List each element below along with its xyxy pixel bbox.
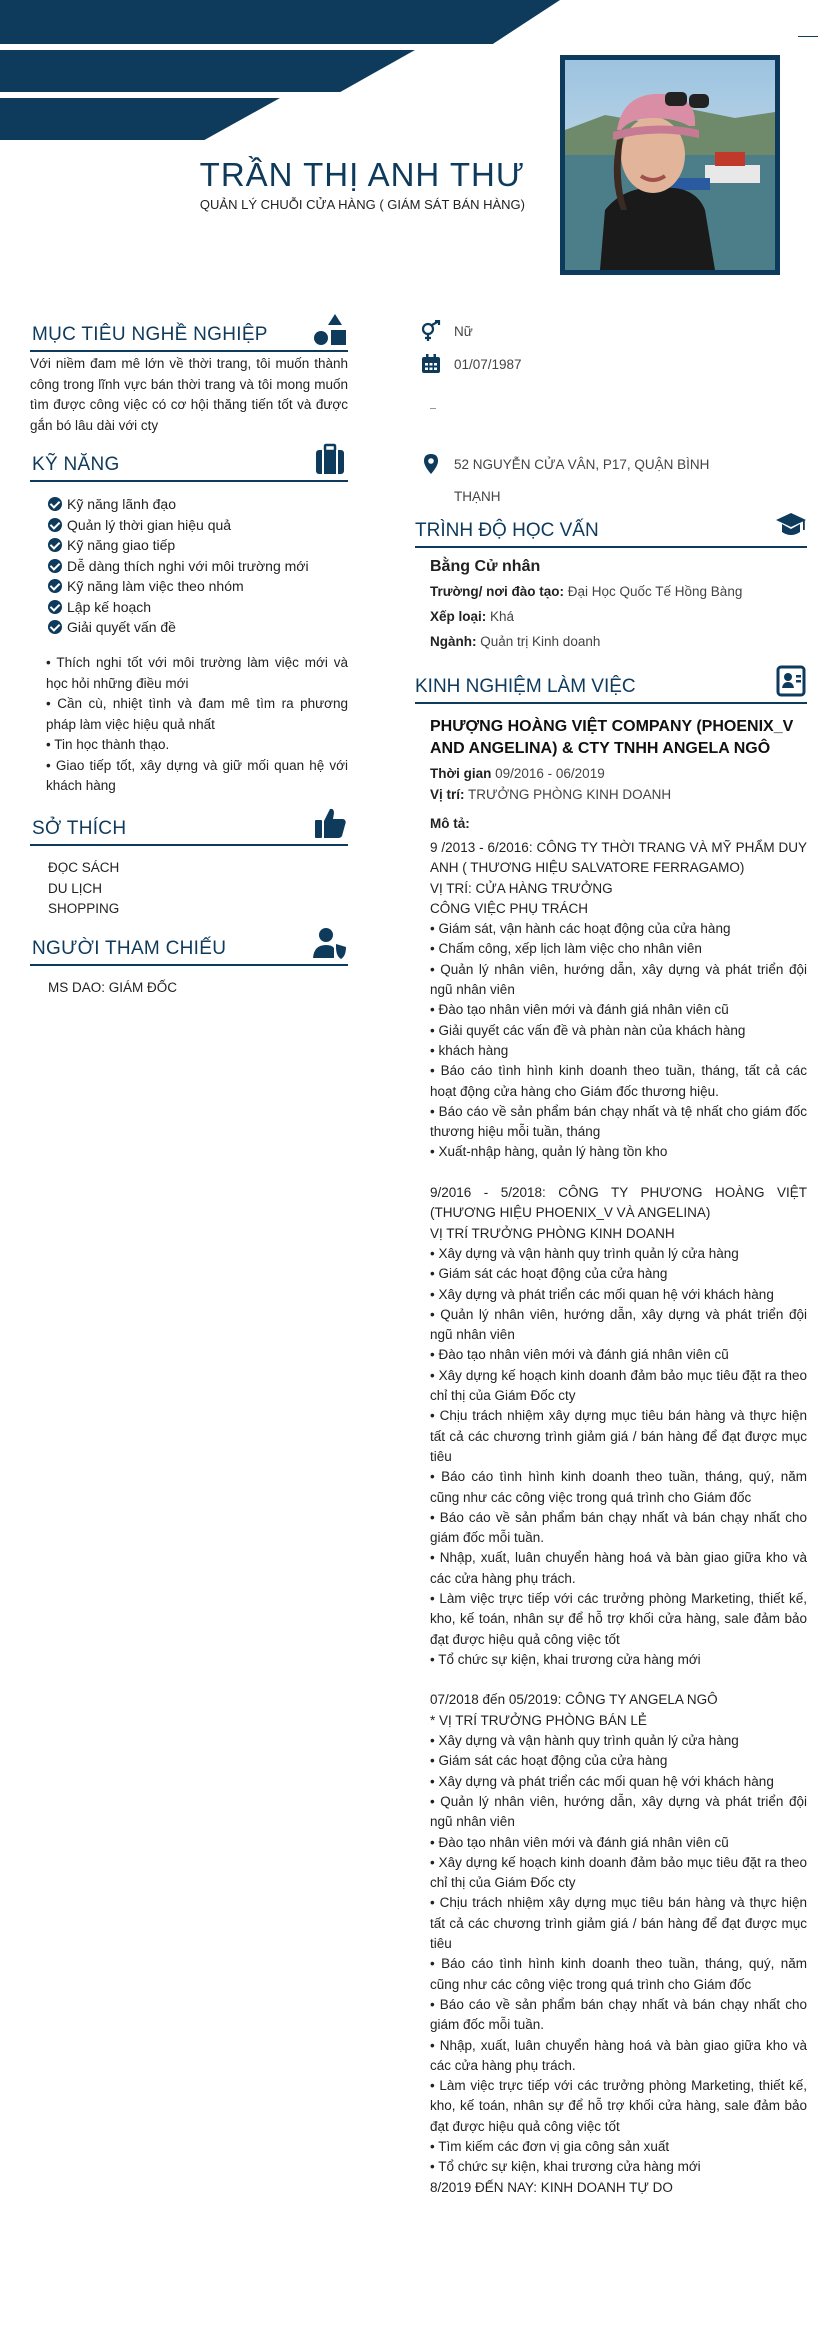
description-label-row: Mô tả: bbox=[430, 816, 470, 831]
check-icon bbox=[48, 620, 62, 634]
rank-row: Xếp loại: Khá bbox=[430, 609, 515, 624]
major-value: Quản trị Kinh doanh bbox=[480, 634, 601, 649]
education-heading: TRÌNH ĐỘ HỌC VẤN bbox=[415, 520, 599, 541]
school-value: Đại Học Quốc Tế Hồng Bàng bbox=[567, 584, 743, 599]
list-item: Kỹ năng giao tiếp bbox=[48, 535, 309, 556]
references-list bbox=[48, 978, 177, 999]
list-item: SHOPPING bbox=[48, 901, 120, 916]
position-row: Vị trí: TRƯỞNG PHÒNG KINH DOANH bbox=[430, 787, 672, 802]
header-stripe-top bbox=[0, 0, 560, 44]
check-icon bbox=[48, 579, 62, 593]
school-row: Trường/ nơi đào tạo: Đại Học Quốc Tế Hồng Bàng bbox=[430, 584, 743, 599]
skills-notes: • Thích nghi tốt với môi trường làm việc mới và học hỏi những điều mới • Cần cù, nhiệt tình và đam mê tìm ra phương pháp làm việc hiệu quả nhất • Tin học thành thạo. • Giao tiếp tốt, xây dựng và giữ mối quan hệ với khách hàng bbox=[46, 655, 348, 793]
check-icon bbox=[48, 518, 62, 532]
references-heading: NGƯỜI THAM CHIẾU bbox=[32, 938, 227, 959]
check-icon bbox=[48, 600, 62, 614]
company-name: PHƯỢNG HOÀNG VIỆT COMPANY (PHOENIX_V AND ANGELINA) & CTY TNHH ANGELA NGÔ bbox=[430, 718, 794, 757]
corner-divider bbox=[798, 36, 818, 37]
objective-heading: MỤC TIÊU NGHỀ NGHIỆP bbox=[32, 324, 268, 345]
experience-heading: KINH NGHIỆM LÀM VIỆC bbox=[415, 676, 636, 697]
candidate-name: TRẦN THỊ ANH THƯ bbox=[199, 156, 525, 193]
experience-section-header bbox=[415, 668, 807, 704]
references-section-header bbox=[30, 930, 348, 966]
degree: Bằng Cử nhân bbox=[430, 558, 541, 575]
job-entry bbox=[430, 716, 807, 834]
hobbies-section-header bbox=[30, 810, 348, 846]
user-shield-icon bbox=[312, 926, 348, 960]
check-icon bbox=[48, 497, 62, 511]
portrait-image bbox=[565, 60, 775, 270]
location-icon bbox=[420, 453, 442, 475]
thumbs-up-icon bbox=[312, 806, 348, 840]
check-icon bbox=[48, 559, 62, 573]
list-item: Quản lý thời gian hiệu quả bbox=[48, 515, 309, 536]
education-section-header bbox=[415, 512, 807, 548]
objective-section-header bbox=[30, 316, 348, 352]
rank-value: Khá bbox=[490, 609, 515, 624]
header-stripe-bottom bbox=[0, 98, 280, 140]
skills-heading: KỸ NĂNG bbox=[32, 454, 120, 475]
list-item: Giải quyết vấn đề bbox=[48, 617, 309, 638]
list-item: Kỹ năng làm việc theo nhóm bbox=[48, 576, 309, 597]
hobbies-heading: SỞ THÍCH bbox=[32, 818, 127, 839]
period-value: 09/2016 - 06/2019 bbox=[495, 766, 605, 781]
position-value: TRƯỞNG PHÒNG KINH DOANH bbox=[468, 787, 672, 802]
skills-list bbox=[48, 494, 309, 638]
id-card-icon bbox=[775, 664, 807, 698]
profile-photo bbox=[560, 55, 780, 275]
major-row: Ngành: Quản trị Kinh doanh bbox=[430, 634, 601, 649]
header-stripe-middle bbox=[0, 50, 415, 92]
objective-text: Với niềm đam mê lớn về thời trang, tôi muốn thành công trong lĩnh vực bán thời trang và tôi mong muốn tìm được công việc có cơ hội thăng tiến tốt và được gắn bó lâu dài với cty bbox=[30, 356, 348, 433]
list-item: MS DAO: GIÁM ĐỐC bbox=[48, 980, 178, 995]
gender-row bbox=[420, 320, 473, 342]
education-block bbox=[430, 554, 807, 654]
graduation-cap-icon bbox=[775, 508, 807, 542]
skills-section-header bbox=[30, 446, 348, 482]
list-item: Lập kế hoạch bbox=[48, 597, 309, 618]
check-icon bbox=[48, 538, 62, 552]
job-description: 9 /2013 - 6/2016: CÔNG TY THỜI TRANG VÀ MỸ PHẨM DUY ANH ( THƯƠNG HIỆU SALVATORE FERRAGAMO) VỊ TRÍ: CỬA HÀNG TRƯỞNG CÔNG VIỆC PHỤ TRÁCH • Giám sát, vận hành các hoạt động của cửa hàng • Chấm công, xếp lịch làm việc cho nhân viên • Quản lý nhân viên, hướng dẫn, xây dựng và phát triển đội ngũ nhân viên • Đào tạo nhân viên mới và đánh giá nhân viên cũ • Giải quyết các vấn đề và phàn nàn của khách hàng • khách hàng • Báo cáo tình hình kinh doanh theo tuần, tháng, tất cả các hoạt động cửa hàng cho Giám đốc thương hiệu. • Báo cáo về sản phẩm bán chạy nhất và tệ nhất cho giám đốc thương hiệu mỗi tuần, tháng • Xuất-nhập hàng, quản lý hàng tồn kho 9/2016 - 5/2018: CÔNG TY PHƯƠNG HOÀNG VIỆT (THƯƠNG HIỆU PHOENIX_V VÀ ANGELINA) VỊ TRÍ TRƯỞNG PHÒNG KINH DOANH • Xây dựng và vận hành quy trình quản lý cửa hàng • Giám sát các hoạt động của cửa hàng • Xây dựng và phát triển các mối quan hệ với khách hàng • Quản lý nhân viên, hướng dẫn, xây dựng và phát triển đội ngũ nhân viên • Đào tạo nhân viên mới và đánh giá nhân viên cũ • Xây dựng kế hoạch kinh doanh đảm bảo mục tiêu đặt ra theo chỉ thị của Giám Đốc cty • Chịu trách nhiệm xây dựng mục tiêu bán hàng và thực hiện tất cả các chương trình giảm giá / bán hàng để đạt được mục tiêu • Báo cáo tình hình kinh doanh theo tuần, tháng, quý, năm cũng như các công việc trong quá trình cho Giám đốc • Báo cáo về sản phẩm bán chạy nhất và bán chạy nhất cho giám đốc mỗi tuần. • Nhập, xuất, luân chuyển hàng hoá và bàn giao giữa kho và các cửa hàng phụ trách. • Làm việc trực tiếp với các trưởng phòng Marketing, thiết kế, kho, kế toán, nhân sự để hỗ trợ khối cửa hàng, sale đảm bảo đạt được hiệu quả công việc tốt • Tổ chức sự kiện, khai trương cửa hàng mới 07/2018 đến 05/2019: CÔNG TY ANGELA NGÔ * VỊ TRÍ TRƯỞNG PHÒNG BÁN LẺ • Xây dựng và vận hành quy trình quản lý cửa hàng • Giám sát các hoạt động của cửa hàng • Xây dựng và phát triển các mối quan hệ với khách hàng • Quản lý nhân viên, hướng dẫn, xây dựng và phát triển đội ngũ nhân viên • Đào tạo nhân viên mới và đánh giá nhân viên cũ • Xây dựng kế hoạch kinh doanh đảm bảo mục tiêu đặt ra theo chỉ thị của Giám Đốc cty • Chịu trách nhiệm xây dựng mục tiêu bán hàng và thực hiện tất cả các chương trình giảm giá / bán hàng để đạt được mục tiêu • Báo cáo tình hình kinh doanh theo tuần, tháng, quý, năm cũng như các công việc trong quá trình cho Giám đốc • Báo cáo về sản phẩm bán chạy nhất và bán chạy nhất cho giám đốc mỗi tuần. • Nhập, xuất, luân chuyển hàng hoá và bàn giao giữa kho và các cửa hàng phụ trách. • Làm việc trực tiếp với các trưởng phòng Marketing, thiết kế, kho, kế toán, nhân sự để hỗ trợ khối cửa hàng, sale đảm bảo đạt được hiệu quả công việc tốt • Tìm kiếm các đơn vị gia công sản xuất • Tổ chức sự kiện, khai trương cửa hàng mới 8/2019 ĐẾN NAY: KINH DOANH TỰ DO bbox=[430, 840, 807, 2195]
gender-value: Nữ bbox=[454, 323, 473, 339]
divider-dash bbox=[430, 408, 436, 409]
list-item: Kỹ năng lãnh đạo bbox=[48, 494, 309, 515]
shapes-icon bbox=[312, 312, 348, 346]
period-row: Thời gian 09/2016 - 06/2019 bbox=[430, 766, 605, 781]
candidate-title: QUẢN LÝ CHUỖI CỬA HÀNG ( GIÁM SÁT BÁN HÀNG) bbox=[199, 197, 525, 212]
dob-row bbox=[420, 353, 522, 375]
address-row bbox=[420, 449, 760, 513]
list-item: ĐỌC SÁCH bbox=[48, 860, 120, 875]
list-item: Dễ dàng thích nghi với môi trường mới bbox=[48, 556, 309, 577]
gender-icon bbox=[420, 320, 442, 342]
list-item: DU LỊCH bbox=[48, 880, 103, 896]
briefcase-icon bbox=[312, 442, 348, 476]
calendar-icon bbox=[420, 353, 442, 375]
hobbies-list bbox=[48, 858, 119, 920]
address-value: 52 NGUYỄN CỬA VÂN, P17, QUẬN BÌNH THẠNH bbox=[454, 457, 710, 504]
dob-value: 01/07/1987 bbox=[454, 356, 522, 372]
